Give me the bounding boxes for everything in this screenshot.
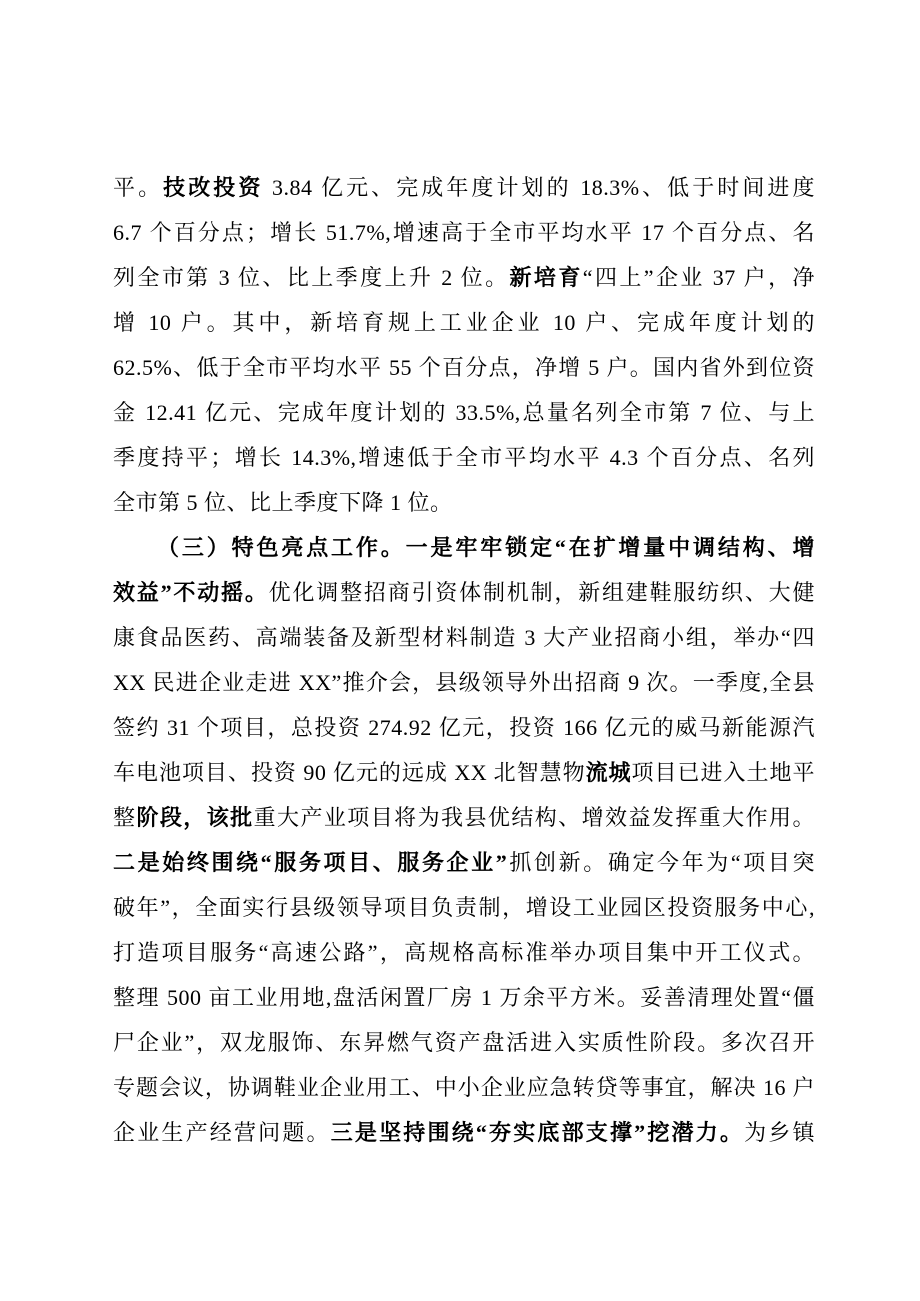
text-run: 尸企业”，双龙服饰、东昇燃气资产盘活进入实质性阶段。多次召开 [113, 1030, 815, 1055]
text-line [113, 165, 815, 210]
text-run: 企业生产经营问题。 [113, 1120, 331, 1145]
bold-text-run: 新培育 [509, 265, 583, 290]
text-run: 金 12.41 亿元、完成年度计划的 33.5%,总量名列全市第 7 位、与上 [113, 400, 815, 425]
text-line [113, 1020, 815, 1065]
text-line [113, 705, 815, 750]
text-run: 6.7 个百分点；增长 51.7%,增速高于全市平均水平 17 个百分点、名 [113, 220, 815, 245]
text-run: 季度持平；增长 14.3%,增速低于全市平均水平 4.3 个百分点、名列 [113, 445, 815, 470]
text-run: 优化调整招商引资体制机制，新组建鞋服纺织、大健 [268, 580, 815, 605]
text-run: 车电池项目、投资 90 亿元的远成 XX 北智慧物 [113, 760, 586, 785]
text-run: 重大产业项目将为我县优结构、增效益发挥重大作用。 [253, 805, 815, 830]
bold-text-run: 技改投资 [163, 175, 264, 200]
text-run: 整 [113, 805, 137, 830]
text-block [113, 165, 815, 1155]
text-line [113, 1110, 815, 1155]
text-line [113, 660, 815, 705]
text-line [113, 255, 815, 300]
text-line [113, 840, 815, 885]
text-run: 列全市第 3 位、比上季度上升 2 位。 [113, 265, 510, 290]
text-line [113, 345, 815, 390]
bold-text-run: （三）特色亮点工作。一是牢牢锁定“在扩增量中调结构、增 [157, 535, 815, 560]
bold-text-run: 阶段，该批 [136, 805, 254, 830]
text-line [113, 570, 815, 615]
text-line [113, 525, 815, 570]
text-run: 抓创新。确定今年为“项目突 [507, 850, 815, 875]
text-run: 康食品医药、高端装备及新型材料制造 3 大产业招商小组，举办“四 [113, 625, 815, 650]
text-run: 62.5%、低于全市平均水平 55 个百分点，净增 5 户。国内省外到位资 [113, 355, 815, 380]
text-line [113, 390, 815, 435]
text-line [113, 795, 815, 840]
text-line [113, 480, 815, 525]
text-run: 项目已进入土地平 [631, 760, 815, 785]
bold-text-run: 流城 [585, 760, 632, 785]
text-run: 增 10 户。其中，新培育规上工业企业 10 户、完成年度计划的 [113, 310, 815, 335]
text-run: 为乡镇 [744, 1120, 815, 1145]
text-line [113, 975, 815, 1020]
text-run: 打造项目服务“高速公路”，高规格高标准举办项目集中开工仪式。 [113, 940, 815, 965]
bold-text-run: 效益”不动摇。 [113, 580, 269, 605]
text-run: 整理 500 亩工业用地,盘活闲置厂房 1 万余平方米。妥善清理处置“僵 [113, 985, 815, 1010]
text-line [113, 885, 815, 930]
text-run: 破年”，全面实行县级领导项目负责制，增设工业园区投资服务中心, [113, 895, 815, 920]
text-line [113, 435, 815, 480]
text-run: “四上”企业 37 户，净 [582, 265, 815, 290]
text-line [113, 1065, 815, 1110]
bold-text-run: 二是始终围绕“服务项目、服务企业” [113, 850, 508, 875]
text-line [113, 210, 815, 255]
text-run: 3.84 亿元、完成年度计划的 18.3%、低于时间进度 [263, 175, 815, 200]
text-run: 签约 31 个项目，总投资 274.92 亿元，投资 166 亿元的威马新能源汽 [113, 715, 815, 740]
text-line [113, 300, 815, 345]
text-line [113, 930, 815, 975]
text-run: 专题会议，协调鞋业企业用工、中小企业应急转贷等事宜，解决 16 户 [113, 1075, 815, 1100]
text-run: 全市第 5 位、比上季度下降 1 位。 [113, 490, 453, 515]
text-run: XX 民进企业走进 XX”推介会，县级领导外出招商 9 次。一季度,全县 [113, 670, 815, 695]
bold-text-run: 三是坚持围绕“夯实底部支撑”挖潜力。 [330, 1120, 745, 1145]
text-line [113, 615, 815, 660]
text-run: 平。 [113, 175, 164, 200]
text-line [113, 750, 815, 795]
